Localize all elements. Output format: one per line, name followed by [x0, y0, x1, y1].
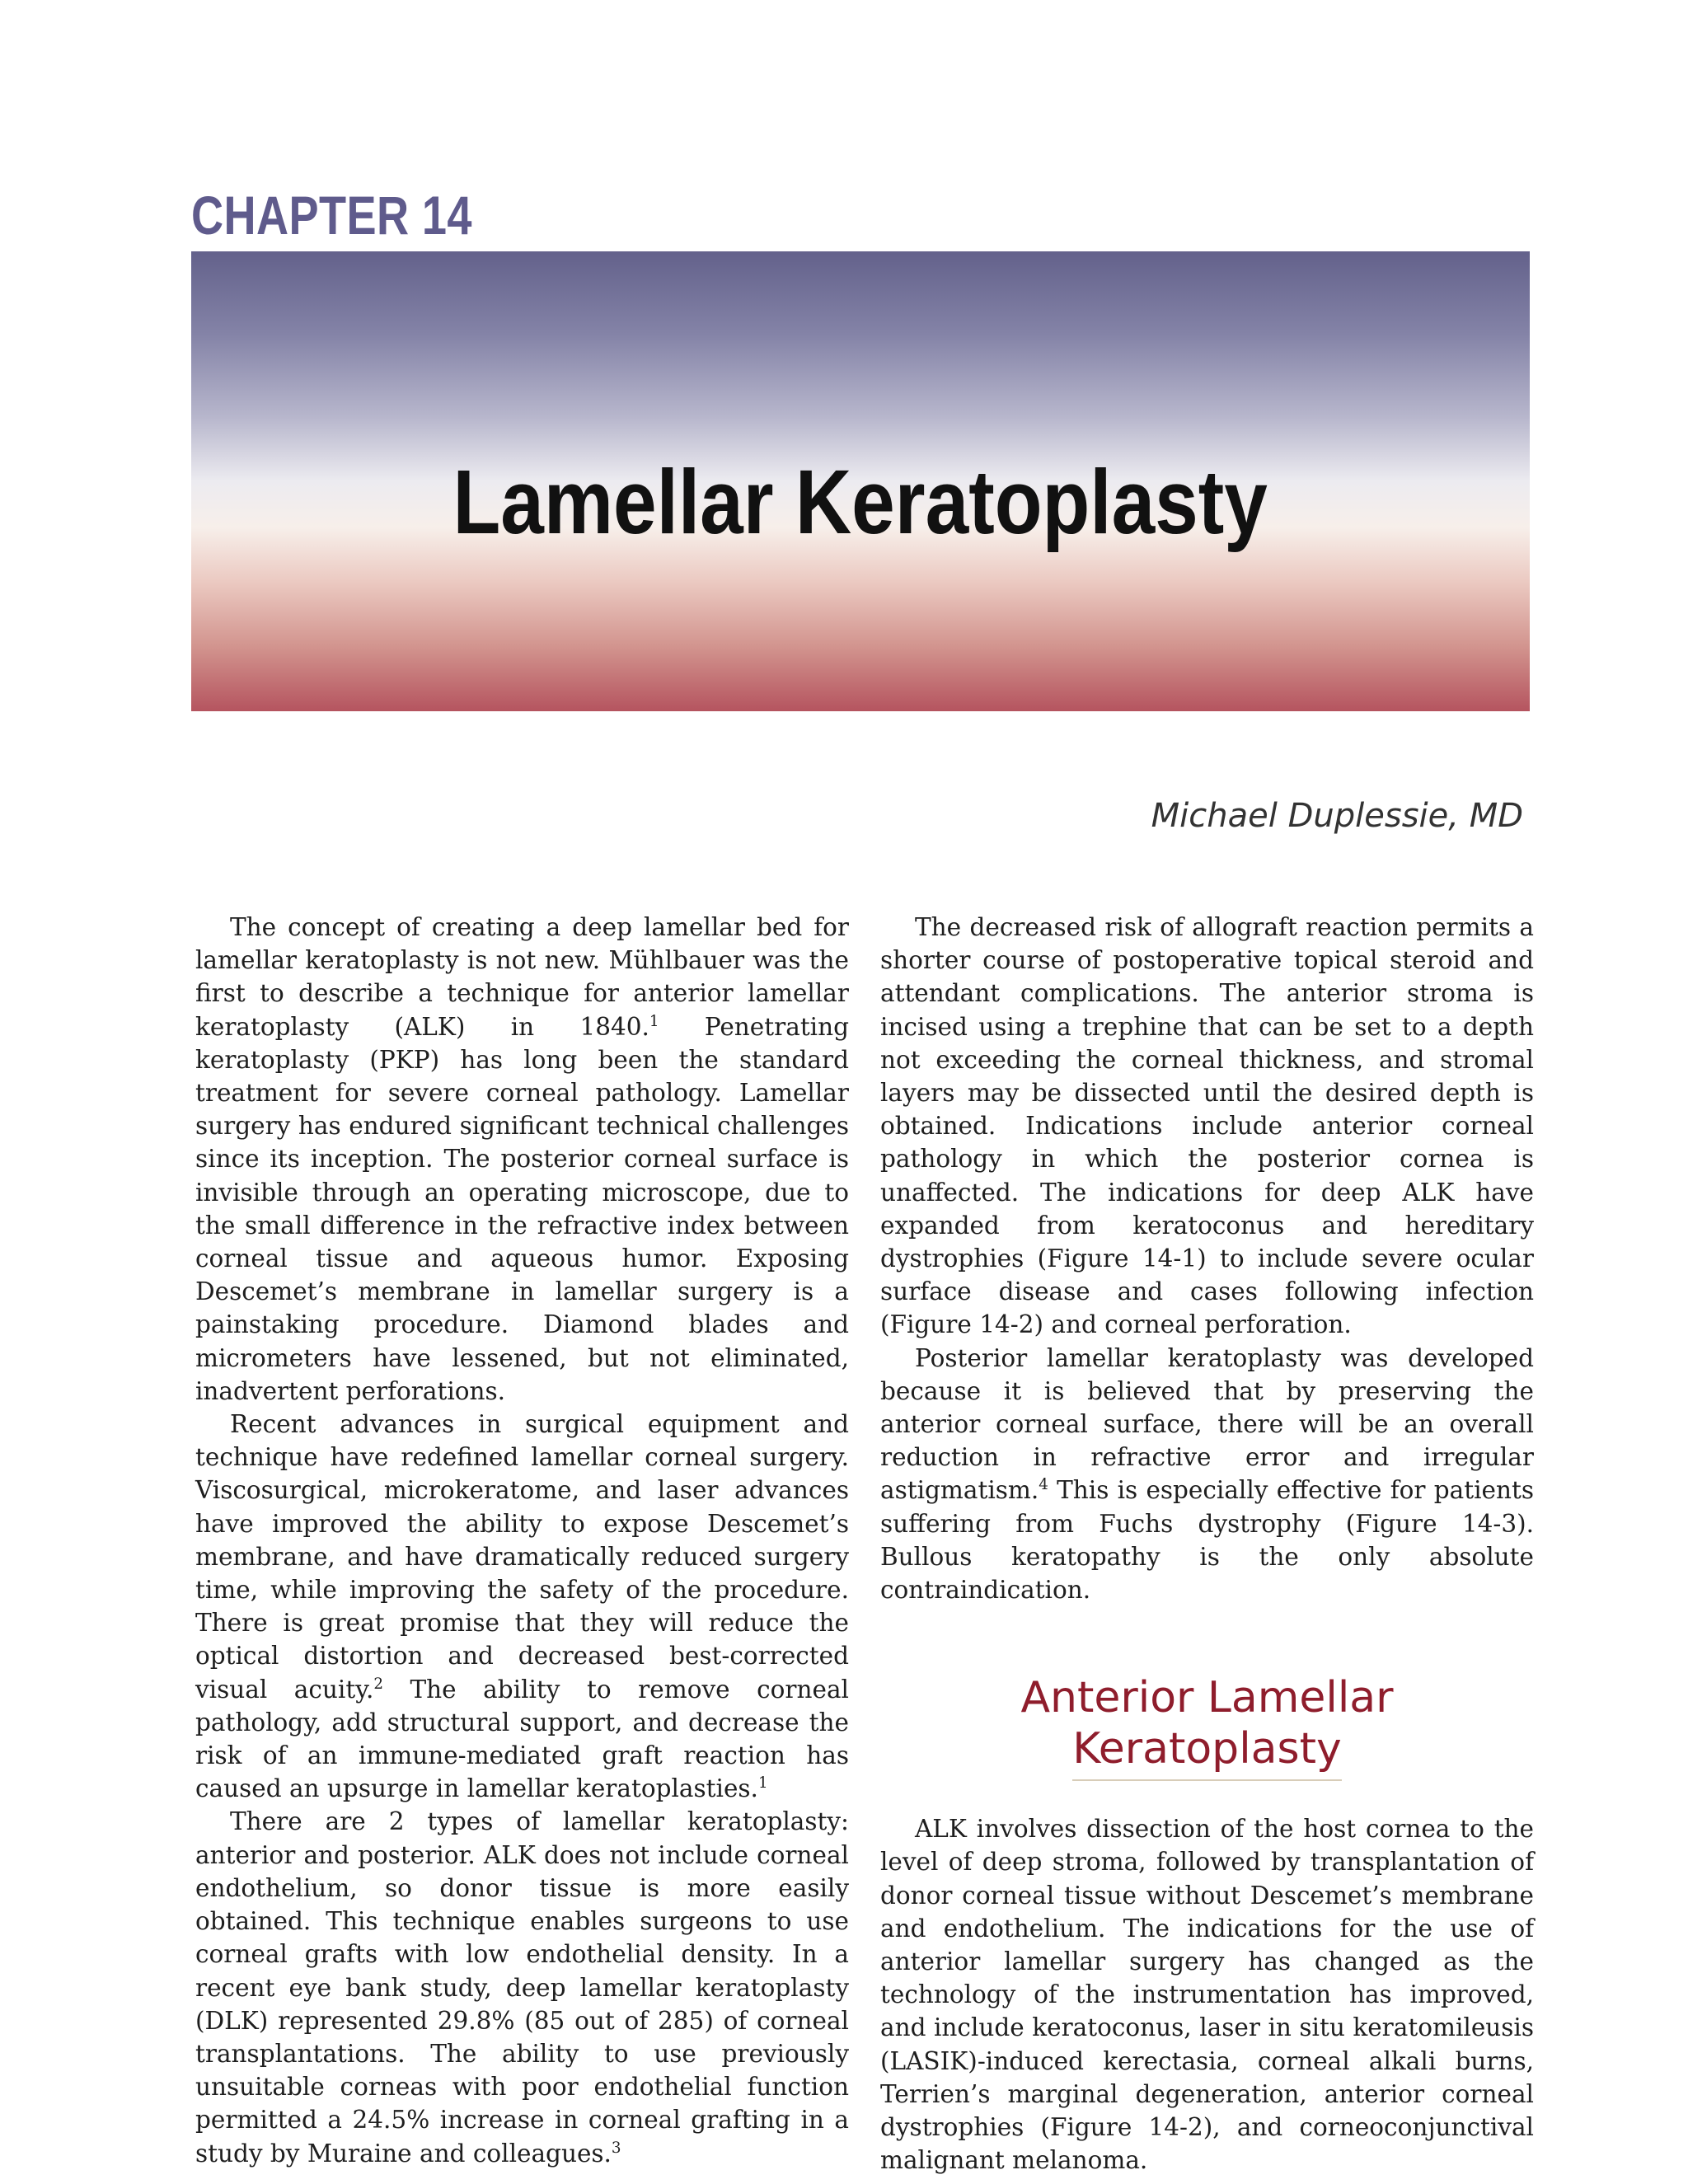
right-column — [880, 911, 1534, 2177]
chapter-label: CHAPTER 14 — [191, 185, 472, 246]
left-column — [195, 911, 849, 2170]
chapter-title-text: Lamellar Keratoplasty — [452, 452, 1268, 553]
paragraph: The decreased risk of allograft reaction permits a shorter course of postoperative topical steroid and attendant complications. The anterior stroma is incised using a trephine that can be set to a depth not exceeding the corneal thickness, and stromal layers may be dissected until the desired depth is obtained. Indications include anterior corneal pathology in which the posterior cornea is unaffected. The indications for deep ALK have expanded from keratoconus and hereditary dystrophies (Figure 14-1) to include severe ocular surface disease and cases following infection (Figure 14-2) and corneal perforation. — [880, 913, 1534, 1339]
paragraph — [880, 1342, 1534, 1607]
chapter-title-banner — [191, 251, 1530, 711]
reference-number: 2 — [373, 1675, 383, 1693]
chapter-title — [191, 452, 1530, 553]
paragraph-text: Recent advances in surgical equipment and technique have redefined lamellar corneal surgery. Viscosurgical, microkeratome, and laser advances have improved the ability to expose Descemet’s membrane, and have dramatically reduced surgery time, while improving the safety of the procedure. There is great promise that they will reduce the optical distortion and decreased best-corrected visual acuity. — [195, 1410, 849, 1704]
paragraph — [195, 911, 849, 1408]
paragraph-text: The ability to remove corneal pathology, add structural support, and decrease the risk of an immune-mediated graft reaction has caused an upsurge in lamellar keratoplasties. — [195, 1675, 849, 1803]
author-byline: Michael Duplessie, MD — [1151, 797, 1523, 835]
reference-number: 3 — [611, 2139, 621, 2157]
paragraph: ALK involves dissection of the host cornea to the level of deep stroma, followed by transplantation of donor corneal tissue without Descemet’s membrane and endothelium. The indications for the use of anterior lamellar surgery has changed as the technology of the instrumentation has improved, and include keratoconus, laser in situ keratomileusis (LASIK)-induced kerectasia, corneal alkali burns, Terrien’s marginal degeneration, anterior corneal dystrophies (Figure 14-2), and corneoconjunctival malignant melanoma. — [880, 1815, 1534, 2175]
paragraph — [195, 1408, 849, 1805]
paragraph-text: There are 2 types of lamellar keratoplasty: anterior and posterior. ALK does not include corneal endothelium, so donor tissue is more easily obtained. This technique enables surgeons to use corneal grafts with low endothelial density. In a recent eye bank study, deep lamellar keratoplasty (DLK) represented 29.8% (85 out of 285) of corneal transplantations. The ability to use previously unsuitable corneas with poor endothelial function permitted a 24.5% increase in corneal grafting in a study by Muraine and colleagues. — [195, 1807, 849, 2168]
section-heading — [880, 1672, 1534, 1781]
paragraph-text: The concept of creating a deep lamellar bed for lamellar keratoplasty is not new. Mühlbauer was the first to describe a technique for anterior lamellar keratoplasty (ALK) in 1840. — [195, 913, 849, 1041]
paragraph-text: Posterior lamellar keratoplasty was developed because it is believed that by preserving the anterior corneal surface, there will be an overall reduction in refractive error and irregular astigmatism. — [880, 1343, 1534, 1505]
section-heading-line: Keratoplasty — [1072, 1723, 1342, 1781]
section-heading-line: Anterior Lamellar — [1020, 1673, 1394, 1723]
reference-number: 1 — [757, 1774, 768, 1793]
paragraph-text: This is especially effective for patients suffering from Fuchs dystrophy (Figure 14-3). Bullous keratopathy is the only absolute contraindication. — [880, 1476, 1534, 1605]
paragraph — [195, 1805, 849, 2169]
paragraph-text: Penetrating keratoplasty (PKP) has long been the standard treatment for severe corneal pathology. Lamellar surgery has endured significant technical challenges since its inception. The posterior corneal surface is invisible through an operating microscope, due to the small difference in the refractive index between corneal tissue and aqueous humor. Exposing Descemet’s membrane in lamellar surgery is a painstaking procedure. Diamond blades and micrometers have lessened, but not eliminated, inadvertent perforations. — [195, 1012, 849, 1405]
reference-number: 1 — [649, 1012, 659, 1030]
reference-number: 4 — [1039, 1476, 1048, 1494]
